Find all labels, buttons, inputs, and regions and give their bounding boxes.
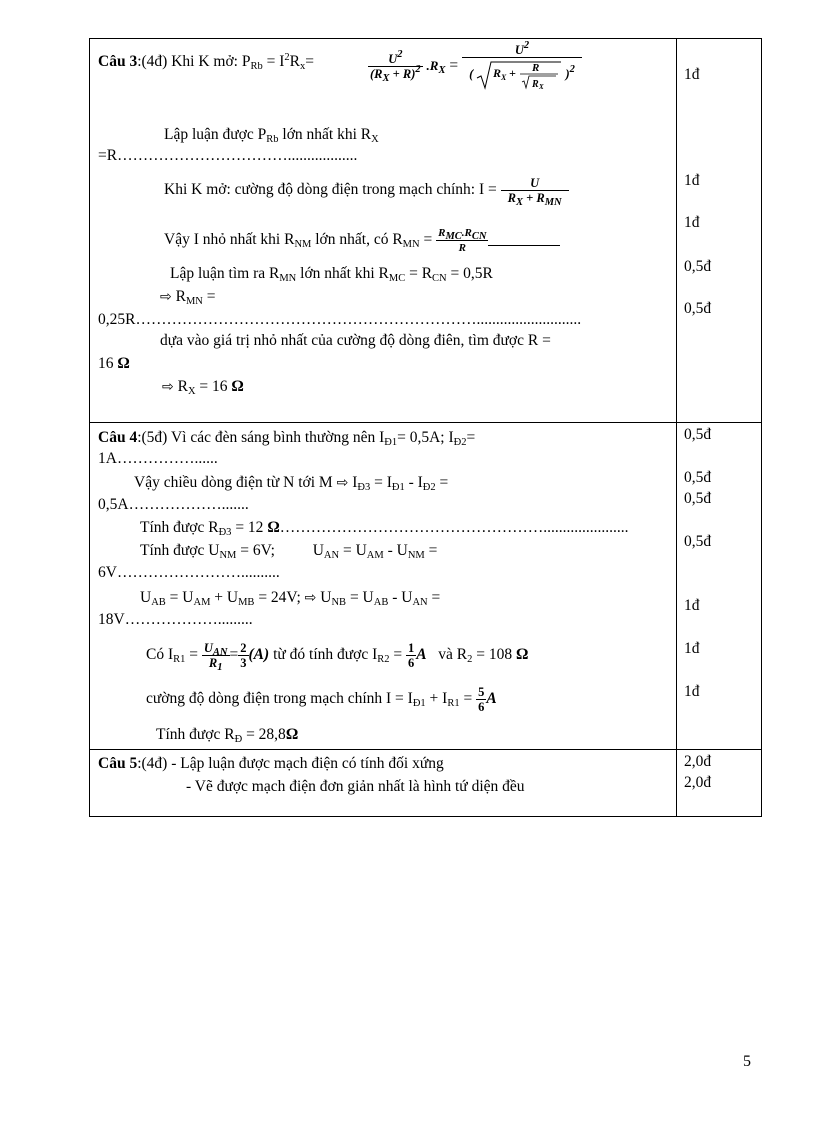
svg-text:R: R <box>532 79 540 90</box>
q3-line-10: 16 Ω <box>98 355 130 372</box>
page-number: 5 <box>743 1053 751 1070</box>
question-3-row <box>90 39 761 423</box>
svg-text:R: R <box>532 62 540 74</box>
q3-line-11: ⇨ $R_X = 16$ Ω <box>162 378 244 397</box>
q3-line-4: Khi K mở: cường độ dòng điện trong mạch chính: I = $\frac{U}{R_X + R_{MN}}$ <box>164 176 569 205</box>
power-fraction-2: $U^2$ ( R X + R R X )$^2$ <box>462 43 582 90</box>
q4-score: 0,5đ <box>684 426 712 443</box>
q4-label: Câu 4 <box>98 429 138 446</box>
q3-line-2: Lập luận được $P_{Rb}$ lớn nhất khi $R_X$ <box>164 126 379 145</box>
ir1-fraction: $\frac{U_{AN}}{R_1}$ <box>203 641 228 673</box>
q4-score: 1đ <box>684 683 700 700</box>
q4-line-11: cường độ dòng điện trong mạch chính $I = I_{Đ1} + I_{R1}$ = $\frac{5}{6}$ A <box>146 685 497 714</box>
q4-score: 0,5đ <box>684 533 712 550</box>
svg-text:X: X <box>501 73 507 82</box>
q4-line-10: Có $I_{R1}$ = $\frac{U_{AN}}{R_1}$ = $\frac{2}{3}$ (A) từ đó tính được $I_{R2}$ = $\frac{1}{6}$ A và $R_2 = 108$ Ω <box>146 641 529 673</box>
question-5-row <box>90 750 761 816</box>
q5-score: 2,0đ <box>684 753 712 770</box>
q3-label: Câu 3 <box>98 53 138 70</box>
q4-line-3: Vậy chiều dòng điện từ N tới M ⇨ $I_{Đ3} = I_{Đ1} - I_{Đ2}$ = <box>134 474 449 493</box>
five-sixths-fraction: $\frac{5}{6}$ <box>478 685 485 714</box>
q3-line-5: Vậy I nhỏ nhất khi $R_{NM}$ lớn nhất, có $R_{MN}$ = $\frac{R_{MC}.R_{CN}}{R}$ <box>164 226 560 255</box>
q3-line-3: =R…………………………….................. <box>98 147 358 164</box>
two-thirds-fraction: $\frac{2}{3}$ <box>240 641 247 670</box>
q3-score: 1đ <box>684 66 700 83</box>
implies-arrow-icon: ⇨ <box>304 590 317 606</box>
implies-arrow-icon: ⇨ <box>162 379 174 395</box>
square-root-icon <box>476 60 562 90</box>
q3-score: 0,5đ <box>684 258 712 275</box>
one-sixth-fraction: $\frac{1}{6}$ <box>408 641 415 670</box>
q5-line-1: Câu 5:(4đ) - Lập luận được mạch điện có tính đối xứng <box>98 755 444 772</box>
q4-score: 1đ <box>684 597 700 614</box>
q5-score: 2,0đ <box>684 774 712 791</box>
q4-line-8: $U_{AB} = U_{AM} + U_{MB} = 24V$; ⇨ $U_{NB} = U_{AB} - U_{AN}$ = <box>140 589 441 608</box>
implies-arrow-icon: ⇨ <box>160 289 172 305</box>
q3-power-formula: $\frac{U^2}{(R_X + R)^2}$ $.R_X$ = $U^2$ ( R X + R R X )$^2$ <box>368 43 582 90</box>
rmn-fraction: $\frac{R_{MC}.R_{CN}}{R}$ <box>438 227 487 254</box>
svg-text:X: X <box>539 83 545 90</box>
answer-table <box>89 38 762 817</box>
implies-arrow-icon: ⇨ <box>336 475 349 491</box>
q3-points: :(4đ) <box>137 53 168 70</box>
q4-line-5: Tính được $R_{Đ3} = 12$ Ω……………………………………………...................... <box>140 519 629 538</box>
current-fraction: $\frac{U}{R_X + R_{MN}}$ <box>501 176 569 205</box>
q4-score: 0,5đ <box>684 490 712 507</box>
q3-score: 1đ <box>684 214 700 231</box>
q4-line-9: 18V………………......... <box>98 611 253 628</box>
q4-line-7: 6V…………………….......... <box>98 564 280 581</box>
q3-line-8: 0,25R…………………………………………………………........................... <box>98 311 582 328</box>
q4-score: 0,5đ <box>684 469 712 486</box>
q3-line-6: Lập luận tìm ra $R_{MN}$ lớn nhất khi $R_{MC} = R_{CN} = 0,5R$ <box>170 265 493 284</box>
power-fraction-1: $\frac{U^2}{(R_X + R)^2}$ <box>370 49 421 84</box>
q3-line-7: ⇨ $R_{MN}$ = <box>160 288 216 307</box>
question-4-row <box>90 423 761 750</box>
q3-line-9: dựa vào giá trị nhỏ nhất của cường độ dòng điên, tìm được R = <box>160 332 551 349</box>
q4-line-12: Tính được $R_Đ = 28,8\Omega$ <box>156 726 299 745</box>
q4-line-6: Tính được $U_{NM} = 6V$; $U_{AN} = U_{AM} - U_{NM}$ = <box>140 542 438 561</box>
q3-score: 0,5đ <box>684 300 712 317</box>
q4-line-4: 0,5A………………....... <box>98 496 249 513</box>
q4-score: 1đ <box>684 640 700 657</box>
q4-line-1: Câu 4:(5đ) Vì các đèn sáng bình thường nên $I_{Đ1}= 0,5A$; $I_{Đ2}=$ <box>98 429 476 448</box>
svg-text:R: R <box>493 66 502 80</box>
q3-line-1: Câu 3:(4đ) Khi K mở: $P_{Rb} = I^2R_x=$ <box>98 52 314 72</box>
q3-score: 1đ <box>684 172 700 189</box>
q5-line-2: - Vẽ được mạch điện đơn giản nhất là hình tứ diện đều <box>186 778 525 795</box>
svg-text:+: + <box>509 66 517 80</box>
q4-line-2: 1A……………...... <box>98 450 218 467</box>
q5-label: Câu 5 <box>98 755 138 772</box>
